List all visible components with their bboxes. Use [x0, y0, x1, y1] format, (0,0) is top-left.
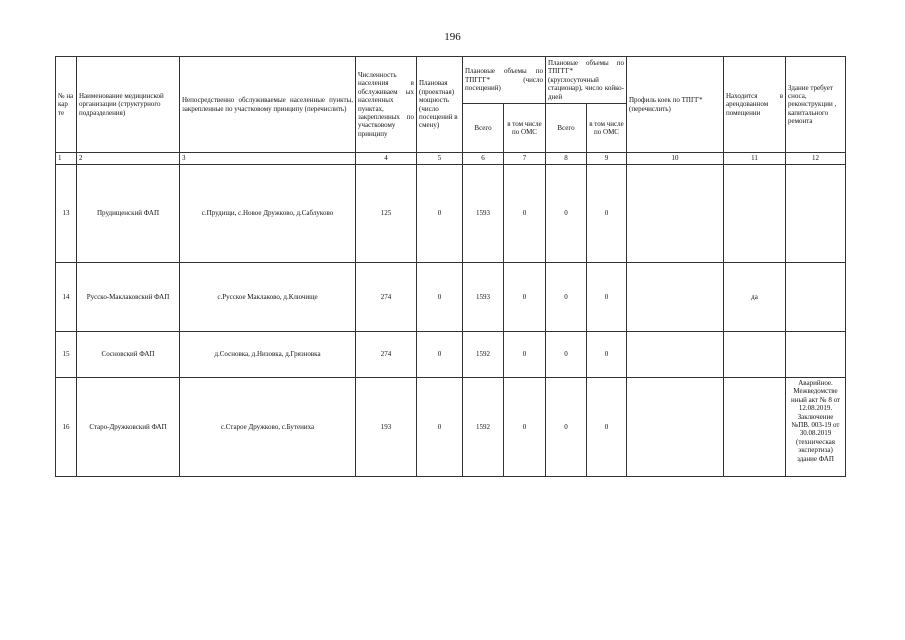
cell-capacity: 0 — [417, 378, 463, 477]
header-num: № на кар те — [56, 57, 77, 153]
table-row — [56, 165, 846, 263]
cell-num: 15 — [56, 332, 77, 378]
table-row — [56, 378, 846, 477]
header-inpatient: Плановые объемы по ТПГГГ* (круглосуточный стационар), число койко-дней — [546, 57, 627, 104]
column-number: 4 — [356, 153, 417, 165]
cell-rented — [724, 378, 786, 477]
cell-visits-oms: 0 — [504, 165, 546, 263]
header-org: Наименование медицинской организации (структурного подразделения) — [77, 57, 180, 153]
column-number: 1 — [56, 153, 77, 165]
cell-inpatient-total: 0 — [546, 332, 587, 378]
cell-num: 13 — [56, 165, 77, 263]
cell-inpatient-total: 0 — [546, 165, 587, 263]
cell-demolition: Аварийное. Межведомстве нный акт № 8 от 12.08.2019. Заключение №ПВ. 003-19 от 30.08.2019 (техническая экспертиза) здание ФАП — [786, 378, 846, 477]
cell-population: 193 — [356, 378, 417, 477]
cell-visits-oms: 0 — [504, 378, 546, 477]
cell-rented — [724, 165, 786, 263]
cell-demolition — [786, 263, 846, 332]
column-number: 12 — [786, 153, 846, 165]
column-numbers-row — [56, 153, 846, 165]
cell-visits-oms: 0 — [504, 263, 546, 332]
cell-org: Прудищенский ФАП — [77, 165, 180, 263]
cell-capacity: 0 — [417, 165, 463, 263]
cell-num: 16 — [56, 378, 77, 477]
header-visits-total: Всего — [463, 104, 504, 153]
header-capacity: Плановая (проектная) мощность (число посещений в смену) — [417, 57, 463, 153]
cell-rented — [724, 332, 786, 378]
cell-visits-total: 1592 — [463, 332, 504, 378]
column-number: 7 — [504, 153, 546, 165]
cell-org: Старо-Дружковский ФАП — [77, 378, 180, 477]
column-number: 3 — [180, 153, 356, 165]
cell-profile — [627, 165, 724, 263]
facilities-table — [55, 56, 846, 477]
header-population: Численность населения в обслуживаем ых населенных пунктах, закрепленных по участковому принципу — [356, 57, 417, 153]
cell-visits-oms: 0 — [504, 332, 546, 378]
cell-org: Русско-Маклаковский ФАП — [77, 263, 180, 332]
cell-profile — [627, 263, 724, 332]
cell-settlements: с.Прудищи, с.Новое Дружково, д.Саблуково — [180, 165, 356, 263]
cell-inpatient-oms: 0 — [587, 378, 627, 477]
cell-capacity: 0 — [417, 332, 463, 378]
cell-settlements: с.Русское Маклаково, д.Ключище — [180, 263, 356, 332]
cell-inpatient-oms: 0 — [587, 332, 627, 378]
table-row — [56, 332, 846, 378]
column-number: 6 — [463, 153, 504, 165]
cell-population: 274 — [356, 263, 417, 332]
cell-inpatient-oms: 0 — [587, 263, 627, 332]
header-profile: Профиль коек по ТПГГ* (перечислить) — [627, 57, 724, 153]
header-visits-oms: в том числе по ОМС — [504, 104, 546, 153]
table-row — [56, 263, 846, 332]
column-number: 2 — [77, 153, 180, 165]
page-number: 196 — [444, 31, 461, 43]
cell-visits-total: 1593 — [463, 263, 504, 332]
cell-inpatient-total: 0 — [546, 263, 587, 332]
cell-profile — [627, 332, 724, 378]
column-number: 10 — [627, 153, 724, 165]
cell-population: 274 — [356, 332, 417, 378]
cell-num: 14 — [56, 263, 77, 332]
cell-settlements: с.Старое Дружково, с.Бутениха — [180, 378, 356, 477]
cell-visits-total: 1592 — [463, 378, 504, 477]
cell-inpatient-oms: 0 — [587, 165, 627, 263]
column-number: 9 — [587, 153, 627, 165]
cell-settlements: д.Сосновка, д.Низовка, д.Грязновка — [180, 332, 356, 378]
header-inpatient-total: Всего — [546, 104, 587, 153]
header-inpatient-oms: в том числе по ОМС — [587, 104, 627, 153]
cell-inpatient-total: 0 — [546, 378, 587, 477]
cell-capacity: 0 — [417, 263, 463, 332]
cell-population: 125 — [356, 165, 417, 263]
header-rented: Находится в арендованном помещении — [724, 57, 786, 153]
header-visits: Плановые объемы по ТПГГГ* (число посещений) — [463, 57, 546, 104]
column-number: 11 — [724, 153, 786, 165]
cell-rented: да — [724, 263, 786, 332]
header-demolition: Здание требует сноса, реконструкции , капитального ремонта — [786, 57, 846, 153]
header-row — [56, 57, 846, 104]
cell-visits-total: 1593 — [463, 165, 504, 263]
header-settlements: Непосредственно обслуживаемые населенные пункты, закрепленные по участковому принципу (перечислить) — [180, 57, 356, 153]
cell-demolition — [786, 165, 846, 263]
cell-profile — [627, 378, 724, 477]
cell-demolition — [786, 332, 846, 378]
column-number: 8 — [546, 153, 587, 165]
column-number: 5 — [417, 153, 463, 165]
cell-org: Сосновский ФАП — [77, 332, 180, 378]
